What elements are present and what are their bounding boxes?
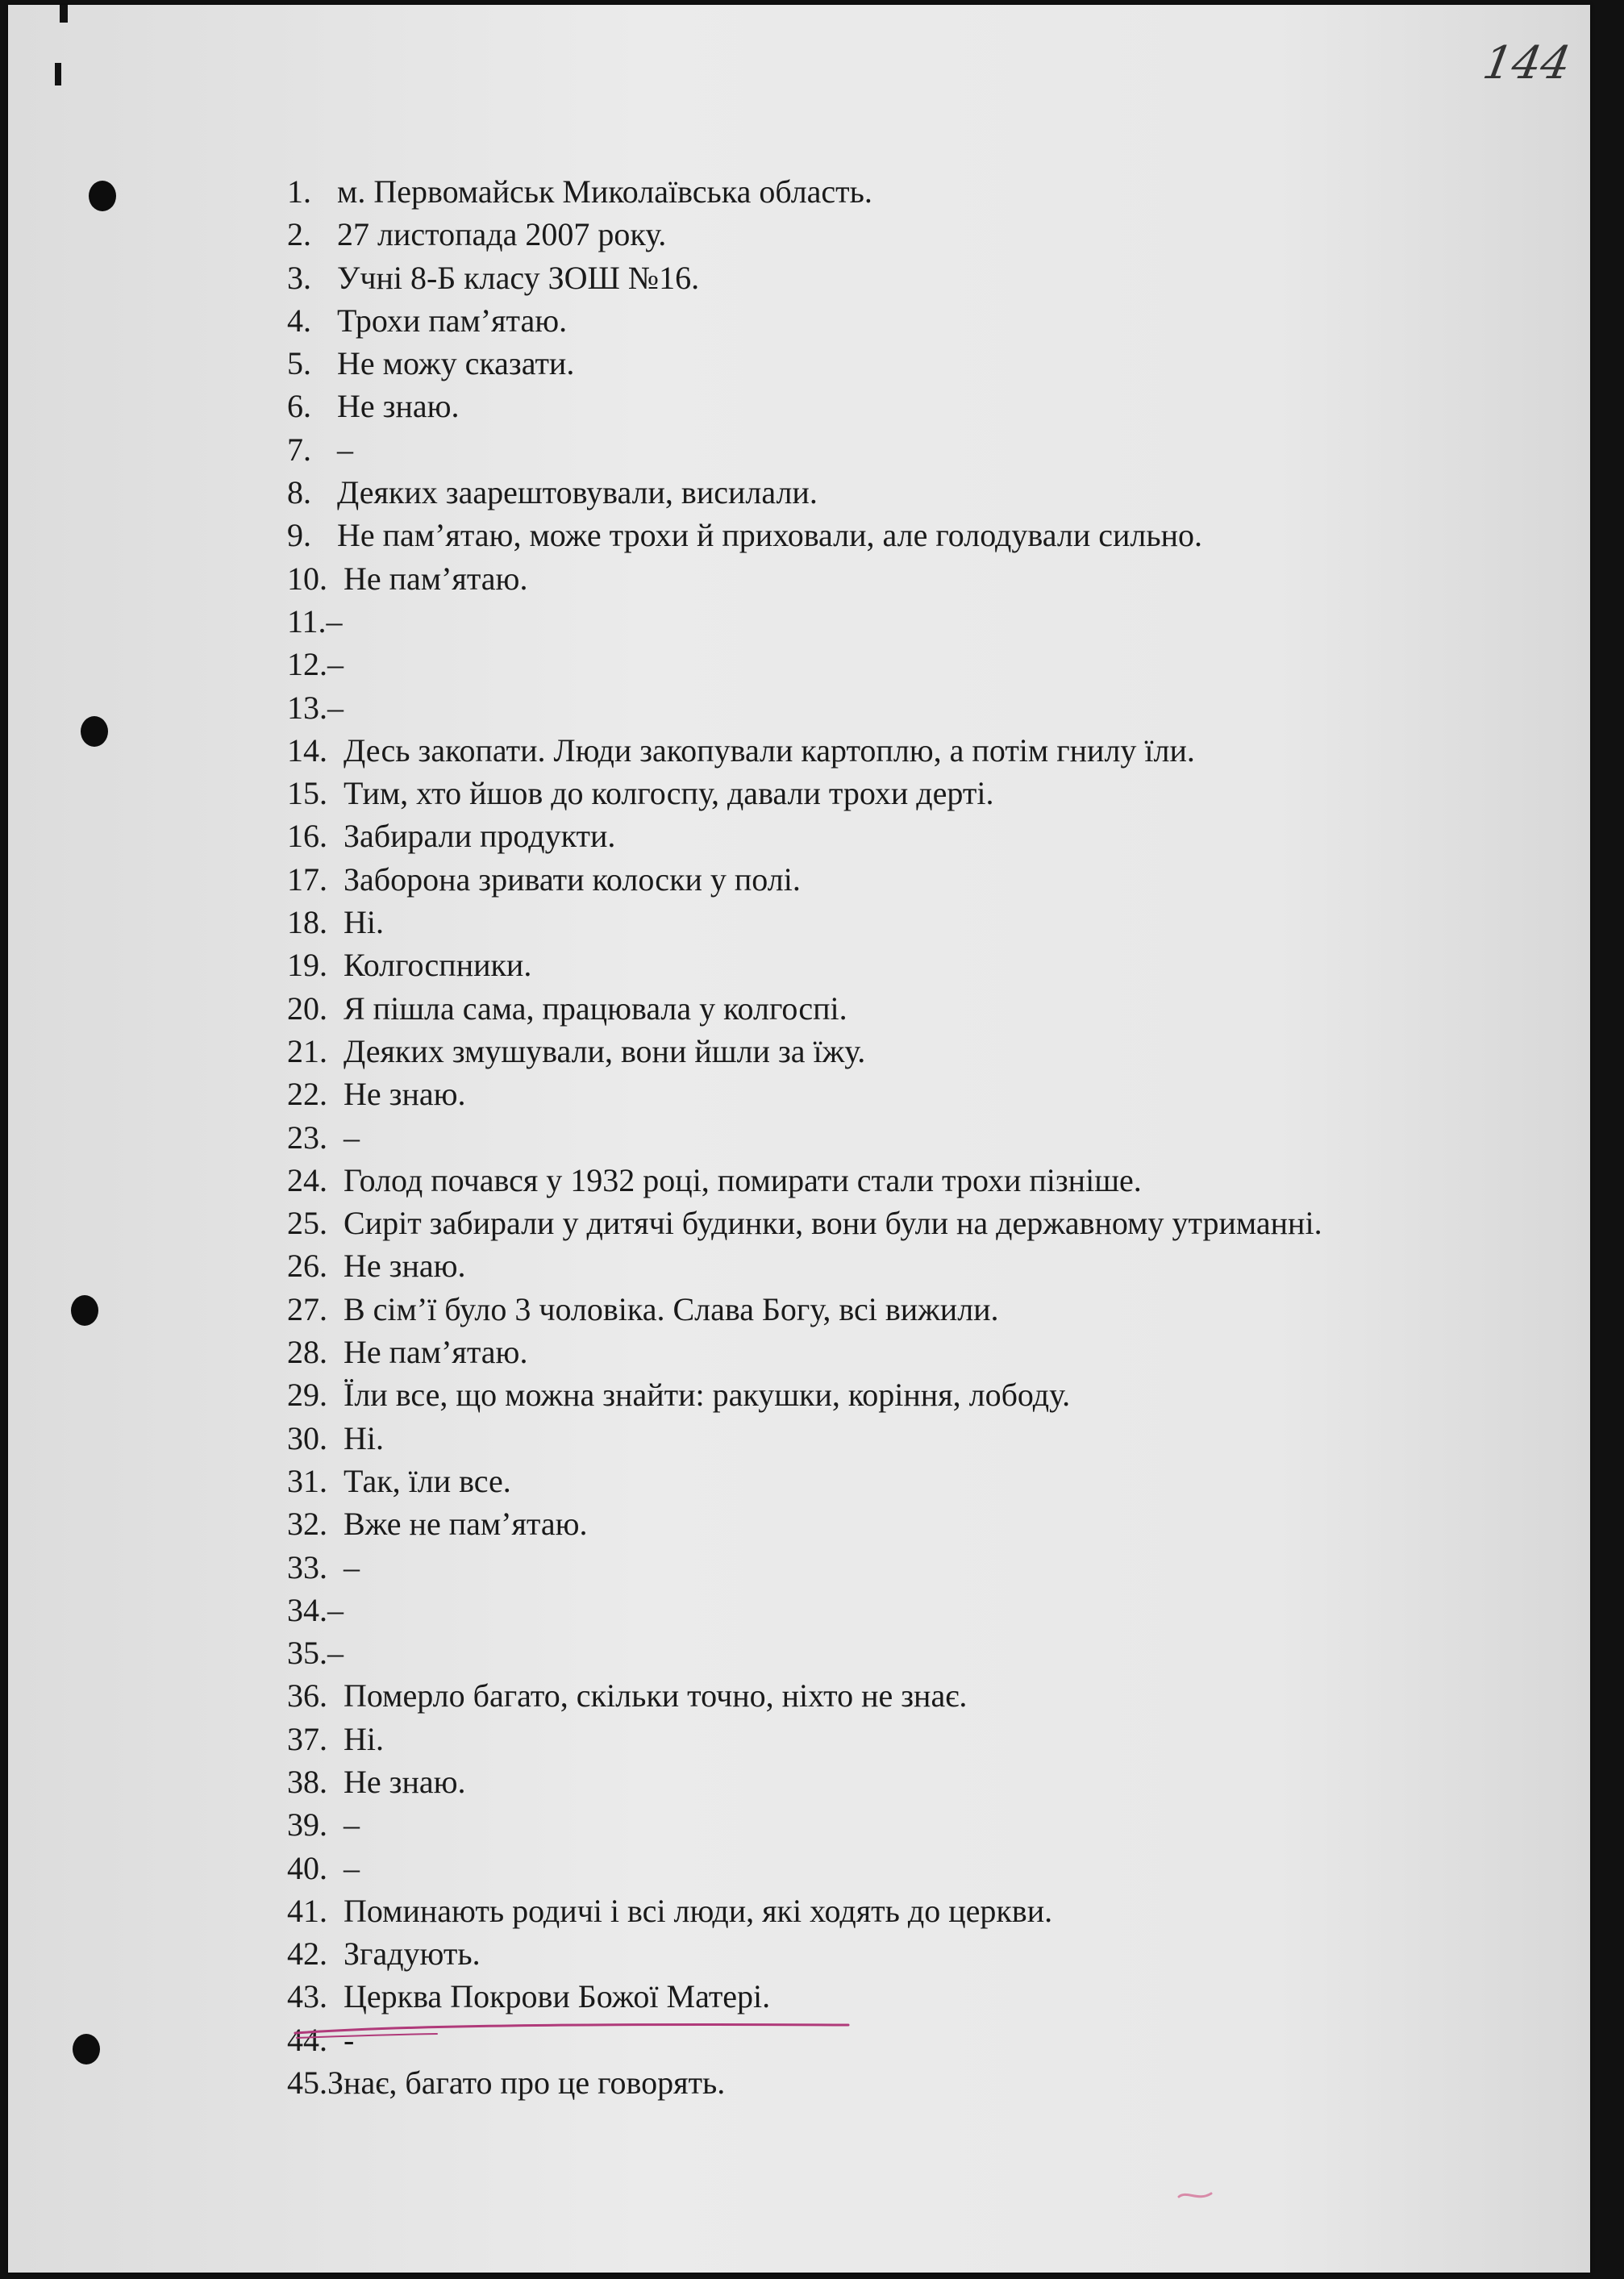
answer-text: Так, їли все. bbox=[344, 1462, 511, 1499]
answer-item bbox=[287, 1932, 1322, 1975]
punch-hole-icon bbox=[73, 2034, 100, 2064]
answer-text: – bbox=[327, 1591, 344, 1628]
answer-item bbox=[287, 342, 1322, 385]
answer-number: 27. bbox=[287, 1290, 327, 1327]
answer-text: Тим, хто йшов до колгоспу, давали трохи дерті. bbox=[344, 775, 994, 812]
answer-text: Не пам’ятаю, може трохи й приховали, але голодували сильно. bbox=[337, 517, 1202, 554]
answer-item bbox=[287, 514, 1322, 556]
answer-item bbox=[287, 1373, 1322, 1416]
answer-text: Голод почався у 1932 році, помирати стали трохи пізніше. bbox=[344, 1161, 1142, 1198]
answer-item bbox=[287, 1502, 1322, 1545]
answer-text: – bbox=[327, 689, 344, 726]
answer-item bbox=[287, 1889, 1322, 1932]
answer-item bbox=[287, 213, 1322, 256]
answer-text: Не пам’ятаю. bbox=[344, 1334, 528, 1371]
answer-number: 1. bbox=[287, 173, 311, 210]
answer-item bbox=[287, 170, 1322, 213]
answer-item bbox=[287, 772, 1322, 815]
answer-number: 44. bbox=[287, 2021, 327, 2058]
answer-text: Поминають родичі і всі люди, які ходять до церкви. bbox=[344, 1892, 1053, 1929]
answer-number: 5. bbox=[287, 345, 311, 382]
answer-number: 33. bbox=[287, 1548, 327, 1585]
scan-artifact bbox=[60, 5, 68, 23]
answer-number: 31. bbox=[287, 1462, 327, 1499]
answer-text: м. Первомайськ Миколаївська область. bbox=[337, 173, 872, 210]
answer-number: 20. bbox=[287, 990, 327, 1027]
answer-number: 2. bbox=[287, 216, 311, 253]
answer-text: Знає, багато про це говорять. bbox=[327, 2064, 726, 2102]
handwritten-underline bbox=[292, 2019, 856, 2043]
punch-hole-icon bbox=[71, 1295, 98, 1326]
answer-text: Деяких змушували, вони йшли за їжу. bbox=[344, 1032, 866, 1069]
answer-text: – bbox=[326, 602, 343, 640]
answer-text: Не пам’ятаю. bbox=[344, 560, 528, 597]
answer-text: Їли все, що можна знайти: ракушки, коріння, лободу. bbox=[344, 1377, 1071, 1414]
answer-list bbox=[287, 170, 1322, 2104]
answer-text: - bbox=[344, 2021, 355, 2058]
answer-text: 27 листопада 2007 року. bbox=[337, 216, 667, 253]
answer-text: Не можу сказати. bbox=[337, 345, 575, 382]
answer-item bbox=[287, 1244, 1322, 1287]
answer-item bbox=[287, 428, 1322, 471]
answer-text: Колгоспники. bbox=[344, 947, 532, 984]
answer-number: 18. bbox=[287, 904, 327, 941]
answer-text: Десь закопати. Люди закопували картоплю, а потім гнилу їли. bbox=[344, 731, 1195, 769]
answer-item bbox=[287, 815, 1322, 857]
answer-number: 15. bbox=[287, 775, 327, 812]
answer-item bbox=[287, 858, 1322, 901]
answer-item bbox=[287, 1546, 1322, 1589]
answer-item bbox=[287, 1631, 1322, 1674]
answer-number: 45. bbox=[287, 2064, 327, 2102]
answer-item bbox=[287, 1288, 1322, 1331]
answer-text: Ні. bbox=[344, 1419, 384, 1456]
answer-number: 38. bbox=[287, 1763, 327, 1800]
answer-text: Забирали продукти. bbox=[344, 818, 616, 855]
answer-number: 39. bbox=[287, 1806, 327, 1844]
answer-item bbox=[287, 1331, 1322, 1373]
answer-text: – bbox=[344, 1849, 360, 1886]
page-number: 144 bbox=[1479, 37, 1575, 90]
answer-item bbox=[287, 1718, 1322, 1760]
answer-text: – bbox=[327, 646, 344, 683]
answer-number: 36. bbox=[287, 1677, 327, 1714]
answer-text: В сім’ї було 3 чоловіка. Слава Богу, всі вижили. bbox=[344, 1290, 999, 1327]
answer-number: 9. bbox=[287, 517, 311, 554]
answer-item bbox=[287, 1417, 1322, 1460]
answer-text: Заборона зривати колоски у полі. bbox=[344, 860, 801, 898]
answer-item bbox=[287, 686, 1322, 729]
answer-number: 42. bbox=[287, 1935, 327, 1973]
answer-number: 28. bbox=[287, 1334, 327, 1371]
answer-text: Померло багато, скільки точно, ніхто не знає. bbox=[344, 1677, 968, 1714]
answer-item bbox=[287, 471, 1322, 514]
answer-item bbox=[287, 600, 1322, 643]
answer-text: Не знаю. bbox=[344, 1076, 466, 1113]
answer-text: – bbox=[337, 431, 353, 468]
answer-number: 40. bbox=[287, 1849, 327, 1886]
answer-item bbox=[287, 2061, 1322, 2104]
answer-item bbox=[287, 557, 1322, 600]
answer-text: Я пішла сама, працювала у колгоспі. bbox=[344, 990, 847, 1027]
answer-item bbox=[287, 729, 1322, 772]
answer-item bbox=[287, 1674, 1322, 1717]
answer-number: 34. bbox=[287, 1591, 327, 1628]
answer-text: – bbox=[327, 1635, 344, 1672]
scan-artifact bbox=[55, 63, 61, 85]
answer-item bbox=[287, 1202, 1322, 1244]
answer-number: 4. bbox=[287, 302, 311, 339]
answer-item bbox=[287, 1159, 1322, 1202]
ink-smudge bbox=[1176, 2185, 1214, 2205]
answer-text: Церква Покрови Божої Матері. bbox=[344, 1978, 771, 2015]
punch-hole-icon bbox=[89, 181, 116, 211]
document-page bbox=[8, 5, 1590, 2273]
answer-item bbox=[287, 901, 1322, 944]
answer-text: Учні 8-Б класу ЗОШ №16. bbox=[337, 259, 700, 296]
answer-item bbox=[287, 256, 1322, 299]
answer-item bbox=[287, 1589, 1322, 1631]
answer-number: 13. bbox=[287, 689, 327, 726]
answer-text: – bbox=[344, 1548, 360, 1585]
answer-number: 14. bbox=[287, 731, 327, 769]
answer-number: 43. bbox=[287, 1978, 327, 2015]
answer-number: 24. bbox=[287, 1161, 327, 1198]
answer-text: Сиріт забирали у дитячі будинки, вони були на державному утриманні. bbox=[344, 1205, 1322, 1242]
answer-number: 16. bbox=[287, 818, 327, 855]
answer-text: Деяких заарештовували, висилали. bbox=[337, 474, 818, 511]
answer-item bbox=[287, 1975, 1322, 2018]
answer-text: Ні. bbox=[344, 904, 384, 941]
answer-text: Згадують. bbox=[344, 1935, 481, 1973]
answer-number: 29. bbox=[287, 1377, 327, 1414]
answer-number: 23. bbox=[287, 1119, 327, 1156]
answer-text: Вже не пам’ятаю. bbox=[344, 1506, 588, 1543]
answer-number: 3. bbox=[287, 259, 311, 296]
answer-item bbox=[287, 1030, 1322, 1073]
answer-text: Не знаю. bbox=[344, 1248, 466, 1285]
answer-item bbox=[287, 299, 1322, 342]
answer-number: 7. bbox=[287, 431, 311, 468]
answer-number: 30. bbox=[287, 1419, 327, 1456]
answer-item bbox=[287, 1847, 1322, 1889]
answer-number: 19. bbox=[287, 947, 327, 984]
answer-number: 12. bbox=[287, 646, 327, 683]
answer-item bbox=[287, 1116, 1322, 1159]
answer-item bbox=[287, 385, 1322, 427]
answer-text: – bbox=[344, 1119, 360, 1156]
answer-number: 17. bbox=[287, 860, 327, 898]
answer-number: 41. bbox=[287, 1892, 327, 1929]
answer-text: Не знаю. bbox=[344, 1763, 466, 1800]
answer-number: 35. bbox=[287, 1635, 327, 1672]
answer-number: 32. bbox=[287, 1506, 327, 1543]
answer-item bbox=[287, 1073, 1322, 1115]
answer-text: Трохи пам’ятаю. bbox=[337, 302, 568, 339]
answer-item bbox=[287, 1760, 1322, 1803]
answer-number: 26. bbox=[287, 1248, 327, 1285]
answer-number: 6. bbox=[287, 388, 311, 425]
answer-number: 22. bbox=[287, 1076, 327, 1113]
answer-number: 11. bbox=[287, 602, 327, 640]
answer-number: 21. bbox=[287, 1032, 327, 1069]
answer-number: 8. bbox=[287, 474, 311, 511]
answer-text: Не знаю. bbox=[337, 388, 460, 425]
answer-item bbox=[287, 1803, 1322, 1846]
answer-item bbox=[287, 944, 1322, 986]
answer-number: 37. bbox=[287, 1720, 327, 1757]
answer-number: 10. bbox=[287, 560, 327, 597]
answer-item bbox=[287, 643, 1322, 685]
punch-hole-icon bbox=[81, 716, 108, 747]
answer-number: 25. bbox=[287, 1205, 327, 1242]
answer-text: Ні. bbox=[344, 1720, 384, 1757]
answer-item bbox=[287, 1460, 1322, 1502]
answer-text: – bbox=[344, 1806, 360, 1844]
answer-item bbox=[287, 987, 1322, 1030]
